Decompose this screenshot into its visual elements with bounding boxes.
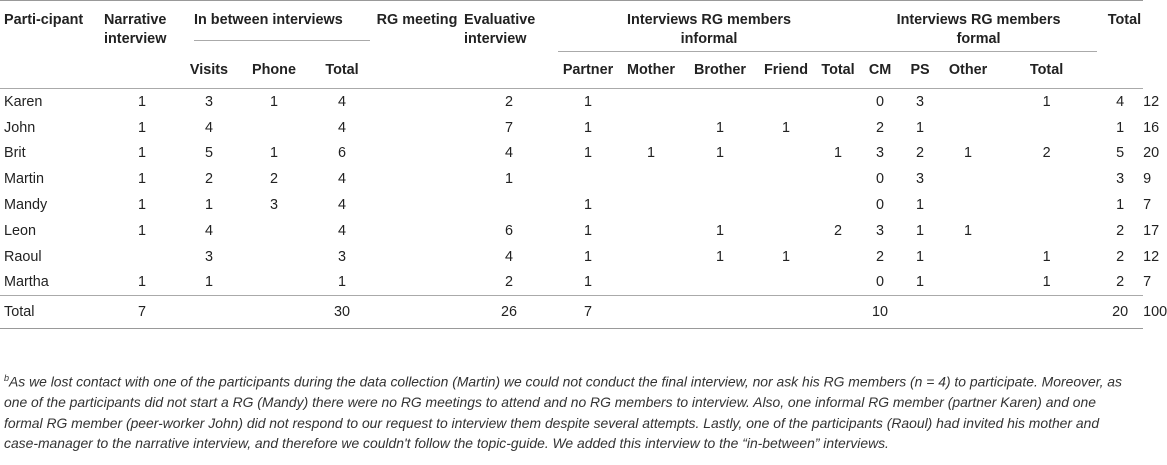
- table-cell: [816, 192, 860, 218]
- table-cell: 4: [505, 145, 514, 162]
- table-cell: 1: [204, 197, 213, 214]
- table-cell: 4: [338, 171, 347, 188]
- table-cell: 3: [916, 171, 925, 188]
- table-cell: [940, 244, 996, 270]
- table-cell: 2: [916, 145, 925, 162]
- header-formal: Interviews RG members formal: [860, 1, 1097, 53]
- table-cell: 6: [505, 222, 514, 239]
- table-cell: [940, 166, 996, 192]
- table-cell: 2: [269, 171, 278, 188]
- table-body: [0, 89, 1167, 329]
- table-cell: [618, 115, 684, 141]
- table-cell: 7: [505, 119, 514, 136]
- table-cell: 30: [310, 296, 374, 329]
- table-cell: 5: [204, 145, 213, 162]
- table-cell: [238, 296, 310, 329]
- table-cell: 3: [338, 248, 347, 265]
- table-cell: [238, 270, 310, 296]
- table-cell: 1: [584, 222, 593, 239]
- table-cell: 1: [964, 222, 973, 239]
- table-cell: [756, 270, 816, 296]
- table-row: Karen 1 3 1 4 2 1 0 3 1 4 12: [0, 89, 1143, 115]
- table-cell: [816, 166, 860, 192]
- table-cell: 1: [505, 171, 514, 188]
- table-cell: [996, 218, 1097, 244]
- table-cell: [940, 296, 996, 329]
- header-row-1: [0, 1, 1143, 53]
- table-cell: 3: [916, 93, 925, 110]
- table-cell: [816, 89, 860, 115]
- table-cell: 1: [1042, 93, 1051, 110]
- table-cell: [618, 89, 684, 115]
- table-cell: 1: [584, 93, 593, 110]
- table-cell: 2: [876, 119, 885, 136]
- table-cell: 1: [137, 171, 146, 188]
- table-cell: [684, 89, 756, 115]
- header-formal-total: Total: [1029, 61, 1064, 78]
- table-cell: 0: [876, 274, 885, 291]
- table-cell: 1: [916, 197, 925, 214]
- table-cell: [618, 270, 684, 296]
- table-cell: 1: [269, 145, 278, 162]
- table-cell: 1: [584, 197, 593, 214]
- table-cell: 0: [876, 171, 885, 188]
- row-name: Total: [0, 296, 104, 329]
- row-name: Martin: [4, 171, 44, 188]
- header-friend: Friend: [764, 61, 808, 78]
- table-cell: 0: [876, 93, 885, 110]
- table-cell: 1: [782, 119, 791, 136]
- table-cell: 4: [338, 197, 347, 214]
- table-cell: 1: [269, 93, 278, 110]
- header-row-2: [0, 52, 1143, 89]
- table-cell: 2: [834, 222, 843, 239]
- table-cell: [684, 166, 756, 192]
- table-row: Martin 1 2 2 4 1 0 3 3 9: [0, 166, 1143, 192]
- table-cell: [940, 115, 996, 141]
- table-cell: [104, 244, 180, 270]
- table-cell: [816, 115, 860, 141]
- table-cell: [238, 115, 310, 141]
- table-cell: 7: [104, 296, 180, 329]
- table-cell: 2: [1042, 145, 1051, 162]
- table-cell: 1: [916, 119, 925, 136]
- table-cell: 1: [1116, 197, 1125, 214]
- table-row: Martha 1 1 1 2 1 0 1 1 2 7: [0, 270, 1143, 296]
- table-cell: 2: [1116, 222, 1125, 239]
- header-mother: Mother: [627, 61, 675, 78]
- table-cell: 1: [338, 274, 347, 291]
- header-narrative: Narrative interview: [104, 12, 167, 47]
- table-cell: [180, 296, 238, 329]
- table-cell: 1: [964, 145, 973, 162]
- table-row: Raoul 3 3 4 1 1 1 2 1 1 2 12: [0, 244, 1143, 270]
- table-row: Mandy 1 1 3 4 1 0 1 1 7: [0, 192, 1143, 218]
- table-cell: [684, 270, 756, 296]
- header-brother: Brother: [694, 61, 746, 78]
- table-cell: 1: [1042, 248, 1051, 265]
- table-cell: [996, 166, 1097, 192]
- header-total: Total: [1107, 12, 1142, 28]
- table-cell: 1: [716, 248, 725, 265]
- table-cell: [558, 166, 618, 192]
- table-cell: [940, 89, 996, 115]
- header-participant: Parti-cipant: [4, 12, 84, 28]
- table-cell: 1: [137, 145, 146, 162]
- table-cell: 6: [338, 145, 347, 162]
- header-evaluative: Evaluative interview: [464, 12, 536, 47]
- table-cell: 3: [204, 93, 213, 110]
- table-cell: [618, 192, 684, 218]
- table-cell: 1: [1042, 274, 1051, 291]
- table-cell: 1: [584, 248, 593, 265]
- table-cell: 2: [1116, 274, 1125, 291]
- table-cell: 1: [584, 119, 593, 136]
- table-cell: 20: [1097, 296, 1143, 329]
- header-ps: PS: [910, 61, 930, 78]
- table-row: Leon 1 4 4 6 1 1 2 3 1 1 2 17: [0, 218, 1143, 244]
- table-cell: 2: [1116, 248, 1125, 265]
- table-cell: [816, 296, 860, 329]
- total-row: Total 7 30 26 7 10 20 100: [0, 296, 1143, 329]
- row-name: Martha: [4, 274, 49, 291]
- table-cell: 1: [916, 248, 925, 265]
- table-cell: [684, 296, 756, 329]
- header-in-between: In between interviews: [180, 1, 374, 53]
- footnote-marker: b: [4, 373, 10, 383]
- table-cell: 10: [860, 296, 900, 329]
- table-cell: 1: [1116, 119, 1125, 136]
- table-cell: 3: [1116, 171, 1125, 188]
- table-cell: 1: [584, 274, 593, 291]
- table-cell: [816, 244, 860, 270]
- table-cell: [618, 166, 684, 192]
- table-cell: 1: [137, 274, 146, 291]
- table-cell: [618, 244, 684, 270]
- header-between-total: Total: [325, 61, 359, 78]
- table-row: John 1 4 4 7 1 1 1 2 1 1 16: [0, 115, 1143, 141]
- table-cell: 2: [876, 248, 885, 265]
- table-cell: 1: [782, 248, 791, 265]
- table-cell: 3: [876, 222, 885, 239]
- header-rg-meeting: RG meeting: [376, 12, 458, 28]
- table-cell: 1: [916, 274, 925, 291]
- table-cell: [756, 141, 816, 167]
- table-cell: 1: [584, 145, 593, 162]
- table-cell: 1: [647, 145, 656, 162]
- table-cell: 26: [460, 296, 558, 329]
- table-cell: 7: [558, 296, 618, 329]
- footnote-text: As we lost contact with one of the participants during the data collection (Martin) we could not conduct the final interview, nor ask his RG members (n = 4) to participate. Moreover, as one of the participants did not start a RG (Mandy) there were no RG meetings to attend and no RG members to interview. Also, one informal RG member (partner Karen) and one formal RG member (peer-worker John) did not respond to our request to interview them despite several attempts. Lastly, one of the participants (Raoul) had invited his mother and case-manager to the narrative interview, and therefore we couldn't follow the topic-guide. We added this interview to the “in-between” interviews.: [4, 373, 1122, 452]
- header-other: Other: [948, 61, 988, 78]
- row-name: Brit: [4, 145, 26, 162]
- row-name: Raoul: [4, 248, 42, 265]
- table-cell: 1: [716, 222, 725, 239]
- table-cell: [816, 270, 860, 296]
- table-cell: 1: [137, 222, 146, 239]
- table-cell: [238, 218, 310, 244]
- table-cell: 1: [716, 119, 725, 136]
- table-cell: 1: [916, 222, 925, 239]
- table-cell: 2: [505, 274, 514, 291]
- table-cell: 1: [137, 93, 146, 110]
- table-cell: [618, 218, 684, 244]
- table-cell: 3: [269, 197, 278, 214]
- table-cell: [756, 166, 816, 192]
- table-cell: [996, 115, 1097, 141]
- table-cell: 2: [204, 171, 213, 188]
- table-cell: [900, 296, 940, 329]
- table-cell: [460, 192, 558, 218]
- table-cell: [996, 296, 1097, 329]
- table-cell: 4: [204, 119, 213, 136]
- table-cell: 1: [834, 145, 843, 162]
- table-cell: [996, 192, 1097, 218]
- table-cell: 3: [876, 145, 885, 162]
- table-cell: 1: [137, 197, 146, 214]
- table-cell: 4: [1116, 93, 1125, 110]
- table-cell: [238, 244, 310, 270]
- table-cell: [756, 192, 816, 218]
- table-cell: [756, 296, 816, 329]
- table-cell: 1: [204, 274, 213, 291]
- header-partner: Partner: [562, 61, 614, 78]
- row-name: Leon: [4, 222, 37, 239]
- table-cell: 5: [1116, 145, 1125, 162]
- table-row: Brit 1 5 1 6 4 1 1 1 1 3 2 1 2 5 20: [0, 141, 1143, 167]
- table-cell: 4: [338, 222, 347, 239]
- table-cell: [618, 296, 684, 329]
- table-cell: [940, 192, 996, 218]
- header-cm: CM: [868, 61, 892, 78]
- table-cell: [684, 192, 756, 218]
- table-cell: 1: [716, 145, 725, 162]
- table-cell: 0: [876, 197, 885, 214]
- table-cell: 4: [204, 222, 213, 239]
- table-cell: [940, 270, 996, 296]
- header-visits: Visits: [189, 61, 229, 78]
- table-cell: 2: [505, 93, 514, 110]
- row-name: Karen: [4, 93, 43, 110]
- table-cell: 4: [505, 248, 514, 265]
- row-name: Mandy: [4, 197, 48, 214]
- table-cell: 4: [338, 119, 347, 136]
- row-name: John: [4, 119, 36, 136]
- header-informal-total: Total: [821, 61, 855, 78]
- header-informal: Interviews RG members informal: [558, 1, 860, 53]
- footnote: [4, 368, 1132, 454]
- table-cell: [756, 218, 816, 244]
- table-cell: 1: [137, 119, 146, 136]
- table-cell: 4: [338, 93, 347, 110]
- table-cell: 3: [204, 248, 213, 265]
- header-phone: Phone: [252, 61, 296, 78]
- table-cell: [756, 89, 816, 115]
